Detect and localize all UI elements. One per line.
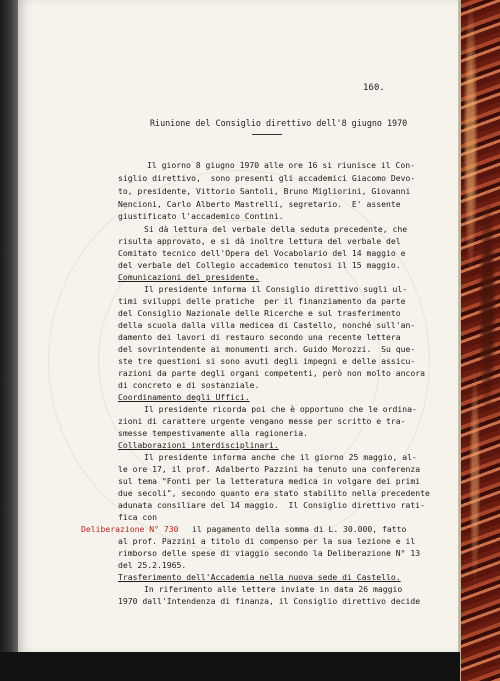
text-line: della scuola dalla villa medicea di Castello, nonché sull'an- <box>118 320 416 330</box>
text-line: del verbale del Collegio accademico tenutosi il 15 maggio. <box>118 260 401 270</box>
text-line: to, presidente, Vittorio Santoli, Bruno Migliorini, Giovanni <box>118 186 411 196</box>
text-line: al prof. Pazzini a titolo di compenso per la sua lezione e il <box>118 536 416 546</box>
text-line: sul tema "Fonti per la letteratura medica in volgare dei primi <box>118 476 421 486</box>
text-line: di concreto e di sostanziale. <box>118 380 260 390</box>
section-heading: Trasferimento dell'Accademia nella nuova sede di Castello. <box>118 572 401 582</box>
text-line: del 25.2.1965. <box>118 560 187 570</box>
page-number: 160. <box>363 83 385 93</box>
book-gutter <box>0 0 18 681</box>
text-line: 1970 dall'Intendenza di finanza, il Consiglio direttivo decide <box>118 596 421 606</box>
deliberation-number: Deliberazione N° 730 <box>81 524 179 534</box>
section-heading: Collaborazioni interdisciplinari. <box>118 440 279 450</box>
text-line: Comitato tecnico dell'Opera del Vocabolario del 14 maggio e <box>118 248 406 258</box>
text-line: Il presidente informa anche che il giorno 25 maggio, al- <box>144 452 417 462</box>
title-rule <box>252 134 282 135</box>
text-line: smesse tempestivamente alla ragioneria. <box>118 428 309 438</box>
text-line: adunata consiliare del 14 maggio. Il Consiglio direttivo rati- <box>118 500 425 510</box>
text-line: In riferimento alle lettere inviate in data 26 maggio <box>144 584 403 594</box>
text-line: del Consiglio Nazionale delle Ricerche e sul trasferimento <box>118 308 401 318</box>
text-line: ste tre questioni si sono avuti degli impegni e delle assicu- <box>118 356 416 366</box>
text-line: del sovrintendente ai monumenti arch. Guido Morozzi. Su que- <box>118 344 416 354</box>
text-line: timi sviluppi delle pratiche per il finanziamento da parte <box>118 296 406 306</box>
text-line: siglio direttivo, sono presenti gli accademici Giacomo Devo- <box>118 173 416 183</box>
text-line: zioni di carattere urgente vengano messe per scritto e tra- <box>118 416 406 426</box>
text-line: Si dà lettura del verbale della seduta precedente, che <box>144 224 408 234</box>
text-line: razioni da parte degli organi competenti, però non molto ancora <box>118 368 425 378</box>
text-line: fica con <box>118 512 157 522</box>
text-line: Il presidente informa il Consiglio direttivo sugli ul- <box>144 284 408 294</box>
text-line: damento dei lavori di restauro secondo una recente lettera <box>118 332 401 342</box>
section-heading: Comunicazioni del presidente. <box>118 272 260 282</box>
scan-background <box>0 652 460 681</box>
marbled-cover <box>458 0 500 681</box>
text-line: il pagamento della somma di L. 30.000, fatto <box>192 524 407 534</box>
text-line: Il giorno 8 giugno 1970 alle ore 16 si riunisce il Con- <box>147 160 416 170</box>
text-line: Nencioni, Carlo Alberto Mastrelli, segretario. E' assente <box>118 199 401 209</box>
page-title: Riunione del Consiglio direttivo dell'8 giugno 1970 <box>150 118 408 128</box>
text-line: rimborso delle spese di viaggio secondo la Deliberazione N° 13 <box>118 548 421 558</box>
text-line: risulta approvato, e si dà inoltre lettura del verbale del <box>118 236 401 246</box>
text-line: giustificato l'accademico Contini. <box>118 211 284 221</box>
section-heading: Coordinamento degli Uffici. <box>118 392 250 402</box>
text-line: Il presidente ricorda poi che è opportuno che le ordina- <box>144 404 417 414</box>
text-line: due secoli", secondo quanto era stato stabilito nella precedente <box>118 488 430 498</box>
text-line: le ore 17, il prof. Adalberto Pazzini ha tenuto una conferenza <box>118 464 421 474</box>
